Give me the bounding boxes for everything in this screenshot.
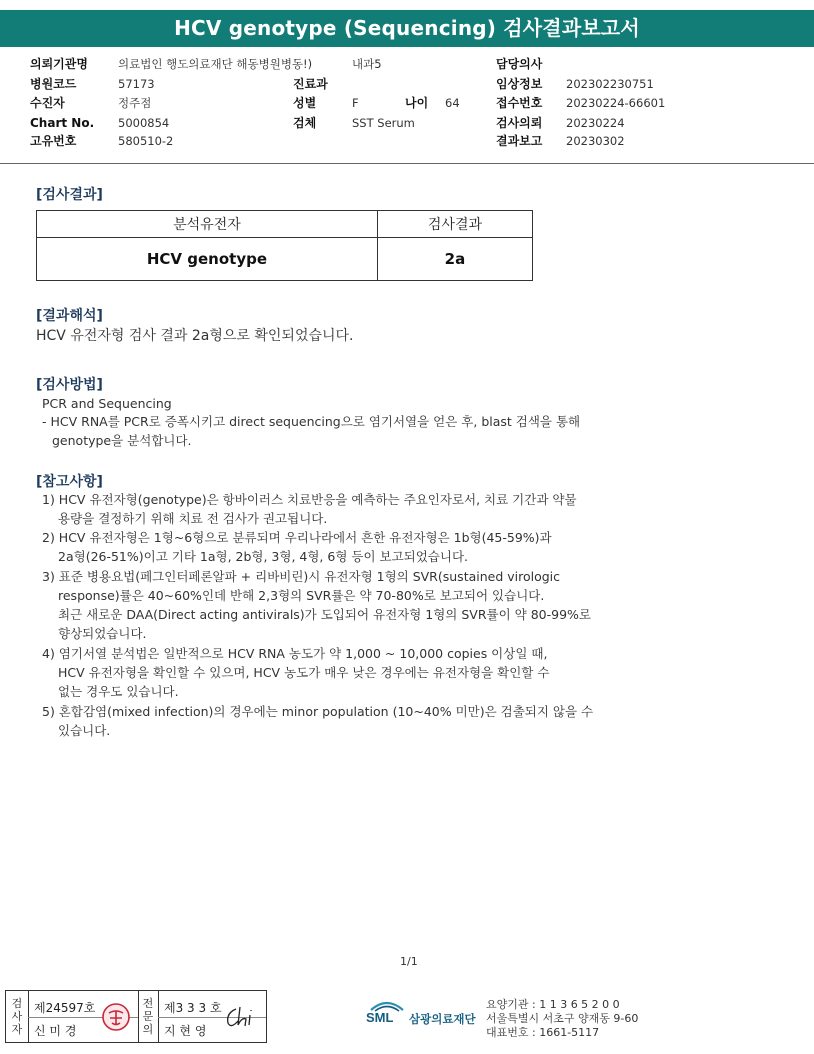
specialist-label-col: [138, 991, 159, 1042]
address: 서울특별시 서초구 양재동 9-60: [486, 1012, 639, 1025]
label-specimen: 검체: [293, 116, 317, 130]
value-age: 64: [445, 96, 460, 110]
note-line: 향상되었습니다.: [58, 626, 147, 641]
result-table: [36, 210, 533, 281]
value-patient: 정주점: [118, 96, 152, 110]
specialist-label-char: 문: [142, 1010, 154, 1023]
label-unique-no: 고유번호: [30, 134, 77, 148]
col-analyte-header: 분석유전자: [37, 211, 378, 238]
note-line: 5) 혼합감염(mixed infection)의 경우에는 minor population (10~40% 미만)은 검출되지 않을 수: [42, 704, 594, 719]
result-heading: [검사결과]: [36, 187, 103, 203]
value-institution-dept: 내과5: [352, 57, 382, 71]
value-chart-no: 5000854: [118, 116, 170, 130]
tester-name: 신 미 경: [34, 1024, 77, 1038]
method-line: genotype을 분석합니다.: [52, 433, 192, 448]
specialist-label-char: 의: [142, 1023, 154, 1036]
tester-label-char: 검: [11, 997, 23, 1010]
interpretation-heading: [결과해석]: [36, 308, 103, 324]
method-line: - HCV RNA를 PCR로 증폭시키고 direct sequencing으로 염기서열을 얻은 후, blast 검색을 통해: [42, 414, 581, 429]
analyte-cell: HCV genotype: [37, 238, 378, 281]
label-chart-no: Chart No.: [30, 116, 95, 130]
specialist-license-no: 제3 3 3 호: [164, 1001, 222, 1015]
value-hospital-code: 57173: [118, 77, 155, 91]
note-line: response)률은 40~60%인데 반해 2,3형의 SVR률은 약 70-80%로 보고되어 있습니다.: [58, 588, 545, 603]
col-result-header: 검사결과: [377, 211, 532, 238]
notes-heading: [참고사항]: [36, 474, 103, 490]
specialist-signature-icon: [222, 1001, 262, 1033]
result-value-cell: 2a: [377, 238, 532, 281]
value-report-date: 20230302: [566, 134, 625, 148]
page-number: 1/1: [400, 955, 418, 968]
label-hospital-code: 병원코드: [30, 77, 77, 91]
specialist-name: 지 현 영: [164, 1024, 207, 1038]
specialist-label-char: 전: [142, 997, 154, 1010]
note-line: 있습니다.: [58, 723, 111, 738]
note-line: 없는 경우도 있습니다.: [58, 684, 179, 699]
value-clinical-info: 202302230751: [566, 77, 654, 91]
label-institution: 의뢰기관명: [30, 57, 88, 71]
label-patient: 수진자: [30, 96, 65, 110]
header-divider: [0, 163, 814, 164]
note-line: 3) 표준 병용요법(페그인터페론알파 + 리바비린)시 유전자형 1형의 SVR(sustained virologic: [42, 569, 561, 584]
tester-seal-icon: [100, 1001, 132, 1033]
note-line: 1) HCV 유전자형(genotype)은 항바이러스 치료반응을 예측하는 주요인자로서, 치료 기간과 약물: [42, 492, 577, 507]
label-clinical-info: 임상정보: [496, 77, 543, 91]
note-line: 2a형(26-51%)이고 기타 1a형, 2b형, 3형, 4형, 6형 등이 보고되었습니다.: [58, 549, 469, 564]
note-line: 용량을 결정하기 위해 치료 전 검사가 권고됩니다.: [58, 511, 328, 526]
report-title: HCV genotype (Sequencing) 검사결과보고서: [0, 10, 814, 47]
label-doctor: 담당의사: [496, 57, 543, 71]
institution-number: 요양기관 : 1 1 3 6 5 2 0 0: [486, 998, 620, 1011]
label-request-date: 검사의뢰: [496, 116, 543, 130]
label-age: 나이: [405, 96, 429, 110]
org-name: 삼광의료재단: [409, 1012, 476, 1026]
tester-label-char: 자: [11, 1023, 23, 1036]
tester-license-no: 제24597호: [34, 1001, 96, 1015]
interpretation-text: HCV 유전자형 검사 결과 2a형으로 확인되었습니다.: [36, 328, 354, 344]
label-receipt-no: 접수번호: [496, 96, 543, 110]
value-receipt-no: 20230224-66601: [566, 96, 666, 110]
note-line: 최근 새로운 DAA(Direct acting antivirals)가 도입되어 유전자형 1형의 SVR률이 약 80-99%로: [58, 607, 591, 622]
logo-mark: SML: [366, 1010, 394, 1025]
value-request-date: 20230224: [566, 116, 625, 130]
method-heading: [검사방법]: [36, 377, 103, 393]
tester-label-col: [6, 991, 29, 1042]
value-specimen: SST Serum: [352, 116, 415, 130]
tester-label-char: 사: [11, 1010, 23, 1023]
note-line: 4) 염기서열 분석법은 일반적으로 HCV RNA 농도가 약 1,000 ~ 10,000 copies 이상일 때,: [42, 646, 548, 661]
label-department: 진료과: [293, 77, 328, 91]
value-sex: F: [352, 96, 359, 110]
method-line: PCR and Sequencing: [42, 396, 172, 411]
value-unique-no: 580510-2: [118, 134, 174, 148]
note-line: 2) HCV 유전자형은 1형~6형으로 분류되며 우리나라에서 흔한 유전자형은 1b형(45-59%)과: [42, 530, 552, 545]
label-report-date: 결과보고: [496, 134, 543, 148]
label-sex: 성별: [293, 96, 317, 110]
note-line: HCV 유전자형을 확인할 수 있으며, HCV 농도가 매우 낮은 경우에는 유전자형을 확인할 수: [58, 665, 550, 680]
signature-box: [5, 990, 267, 1043]
value-institution: 의료법인 행도의료재단 해동병원병동!): [118, 57, 313, 71]
phone-number: 대표번호 : 1661-5117: [486, 1026, 600, 1039]
